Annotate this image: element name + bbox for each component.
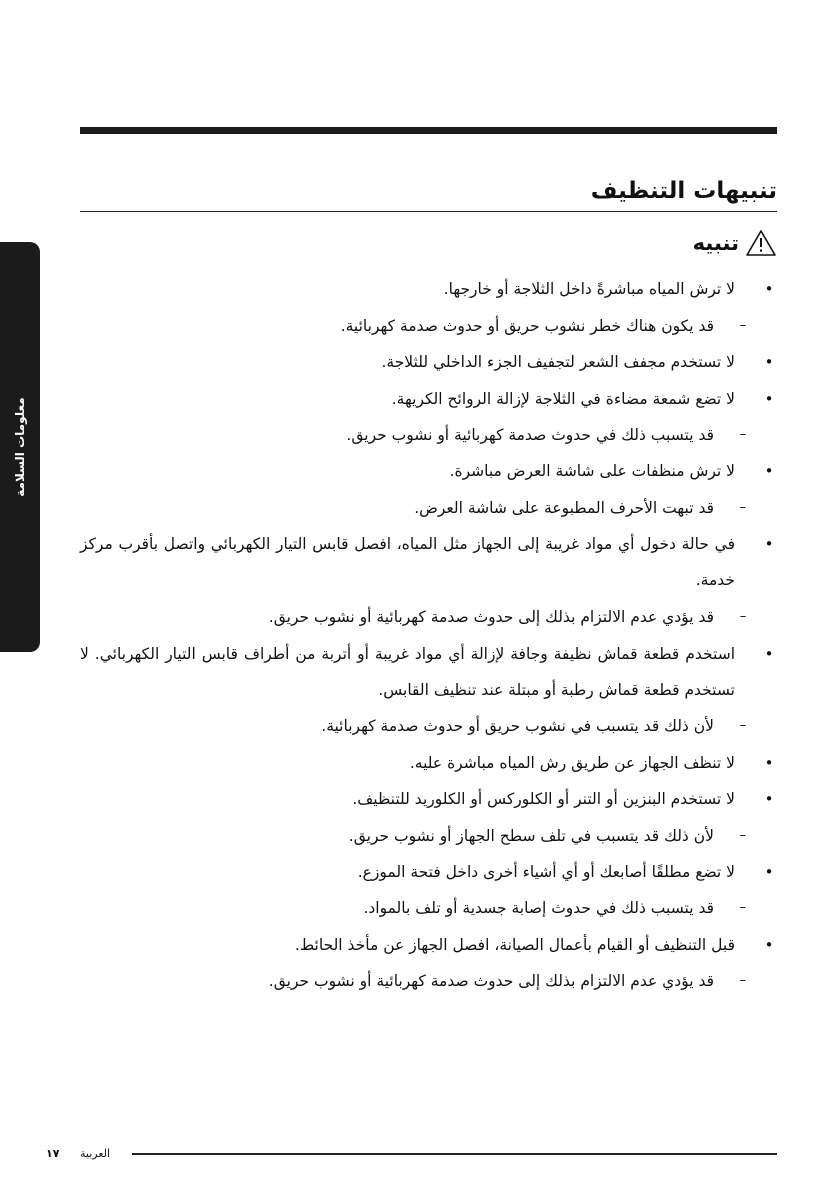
bullet-marker: • bbox=[764, 790, 774, 808]
item-text: قد يؤدي عدم الالتزام بذلك إلى حدوث صدمة كهربائية أو نشوب حريق. bbox=[268, 972, 714, 990]
dash-marker: – bbox=[739, 609, 747, 624]
dash-marker: – bbox=[739, 427, 747, 442]
bullet-marker: • bbox=[764, 535, 774, 553]
item-text: لأن ذلك قد يتسبب في تلف سطح الجهاز أو نشوب حريق. bbox=[348, 827, 714, 845]
title-rule bbox=[80, 211, 777, 212]
item-text: لا ترش منظفات على شاشة العرض مباشرة. bbox=[449, 462, 735, 480]
item-text: قد يتسبب ذلك في حدوث إصابة جسدية أو تلف بالمواد. bbox=[363, 899, 714, 917]
item-text: قد يتسبب ذلك في حدوث صدمة كهربائية أو نشوب حريق. bbox=[346, 426, 714, 444]
item-text: قبل التنظيف أو القيام بأعمال الصيانة، افصل الجهاز عن مأخذ الحائط. bbox=[294, 936, 735, 954]
footer-rule bbox=[132, 1153, 777, 1155]
item-text: لا تضع مطلقًا أصابعك أو أي أشياء أخرى داخل فتحة الموزع. bbox=[357, 863, 735, 881]
dash-marker: – bbox=[739, 973, 747, 988]
caution-label: تنبيه bbox=[692, 231, 739, 255]
bullet-marker: • bbox=[764, 645, 774, 663]
item-text: قد يكون هناك خطر نشوب حريق أو حدوث صدمة كهربائية. bbox=[340, 317, 714, 335]
bullet-marker: • bbox=[764, 936, 774, 954]
footer-language: العربية bbox=[80, 1147, 111, 1160]
top-rule bbox=[80, 127, 777, 134]
bullet-marker: • bbox=[764, 353, 774, 371]
side-tab-label: معلومات السلامة bbox=[13, 397, 27, 497]
item-text: لا ترش المياه مباشرةً داخل الثلاجة أو خارجها. bbox=[443, 280, 735, 298]
item-text: في حالة دخول أي مواد غريبة إلى الجهاز مثل المياه، افصل قابس التيار الكهربائي واتصل بأقرب مركز خدمة. bbox=[80, 535, 735, 589]
item-text: قد يؤدي عدم الالتزام بذلك إلى حدوث صدمة كهربائية أو نشوب حريق. bbox=[268, 608, 714, 626]
bullet-marker: • bbox=[764, 390, 774, 408]
item-text: لا تنظف الجهاز عن طريق رش المياه مباشرة عليه. bbox=[409, 754, 735, 772]
item-text: لا تستخدم البنزين أو التنر أو الكلوركس أو الكلوريد للتنظيف. bbox=[352, 790, 735, 808]
dash-marker: – bbox=[739, 900, 747, 915]
bullet-marker: • bbox=[764, 863, 774, 881]
warning-triangle-icon bbox=[745, 229, 777, 257]
section-title: تنبيهات التنظيف bbox=[590, 178, 777, 204]
item-text: لا تستخدم مجفف الشعر لتجفيف الجزء الداخلي للثلاجة. bbox=[381, 353, 735, 371]
item-text: استخدم قطعة قماش نظيفة وجافة لإزالة أي مواد غريبة أو أتربة من أطراف قابس التيار الكهربائي. لا تستخدم قطعة قماش رطبة أو مبتلة عند تنظيف القابس. bbox=[80, 645, 735, 699]
bullet-marker: • bbox=[764, 754, 774, 772]
dash-marker: – bbox=[739, 318, 747, 333]
dash-marker: – bbox=[739, 718, 747, 733]
dash-marker: – bbox=[739, 828, 747, 843]
item-text: لأن ذلك قد يتسبب في نشوب حريق أو حدوث صدمة كهربائية. bbox=[321, 717, 714, 735]
dash-marker: – bbox=[739, 500, 747, 515]
page-number: ١٧ bbox=[46, 1147, 60, 1160]
item-text: لا تضع شمعة مضاءة في الثلاجة لإزالة الروائح الكريهة. bbox=[391, 390, 735, 408]
caution-heading bbox=[693, 228, 777, 258]
side-tab bbox=[0, 242, 40, 652]
item-text: قد تبهت الأحرف المطبوعة على شاشة العرض. bbox=[414, 499, 714, 517]
bullet-marker: • bbox=[764, 462, 774, 480]
bullet-marker: • bbox=[764, 280, 774, 298]
